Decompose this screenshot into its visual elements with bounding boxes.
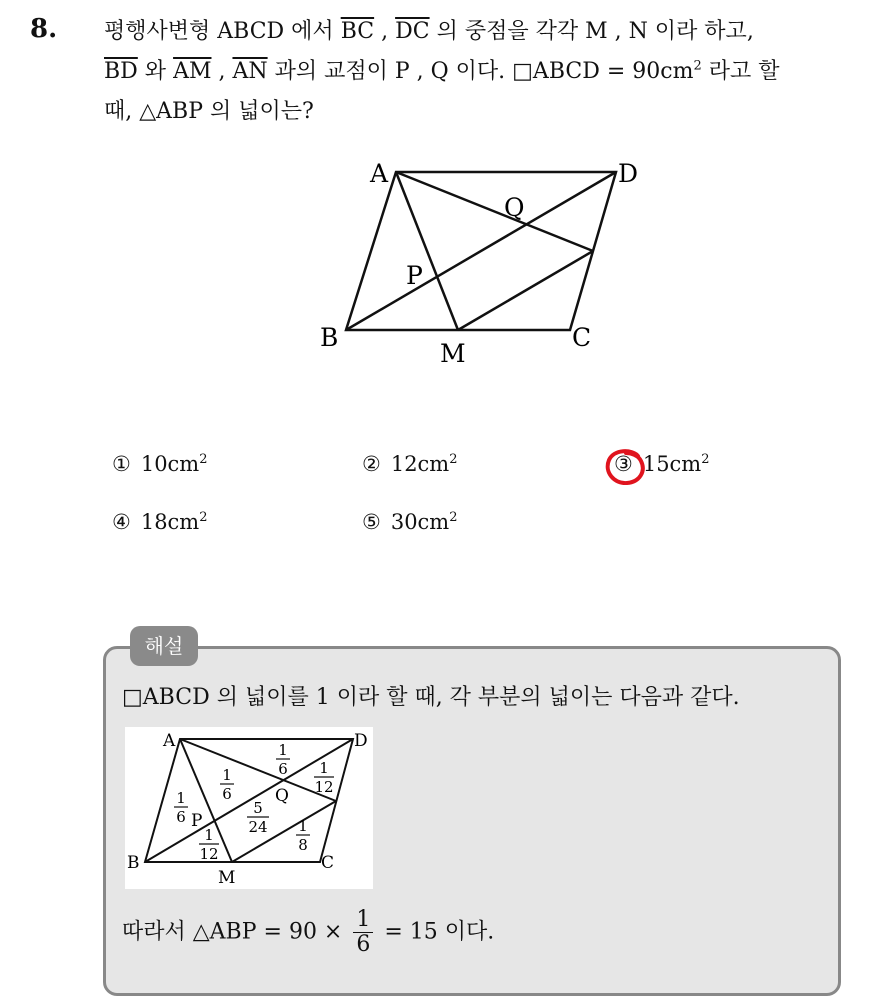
svg-text:5: 5 (253, 799, 263, 817)
fraction-mcn (296, 817, 310, 854)
svg-text:24: 24 (248, 818, 268, 836)
svg-text:8: 8 (298, 836, 308, 854)
solution-line-2 (122, 908, 494, 957)
label-m: M (440, 339, 466, 368)
svg-text:1: 1 (278, 741, 288, 759)
choice-number: ④ (112, 510, 131, 534)
choice-1[interactable] (112, 452, 208, 476)
diagonal-bd (346, 172, 616, 330)
label-b: B (320, 323, 339, 352)
choice-number: ② (362, 452, 381, 476)
choice-value: 18cm (140, 510, 200, 534)
label-q: Q (504, 193, 525, 222)
superscript: 2 (199, 452, 208, 467)
answer-circle-mark (604, 447, 648, 487)
fraction-abp (174, 789, 188, 826)
label-a: A (370, 159, 389, 188)
segment-an: $\overline{AN}$ (232, 59, 268, 84)
label-p: P (406, 261, 423, 290)
question-text-part: 라고 할 (701, 59, 780, 84)
fraction-bpm (199, 826, 219, 863)
choice-2[interactable] (362, 452, 458, 476)
superscript: 2 (693, 58, 702, 74)
fraction-pqmn (247, 799, 269, 836)
fraction-aqd (276, 741, 290, 778)
fraction-denominator: 6 (356, 932, 371, 957)
solution-segment-an (180, 739, 336, 801)
question-line-3: 때, △ABP 의 넓이는? (104, 99, 314, 124)
solution-tag: 해설 (130, 626, 198, 666)
svg-text:12: 12 (199, 845, 219, 863)
sol-label-a: A (163, 731, 176, 751)
parallelogram-figure (300, 150, 660, 380)
choice-5[interactable] (362, 510, 458, 534)
svg-text:1: 1 (298, 817, 308, 835)
fraction-dqn (314, 759, 334, 796)
segment-am: $\overline{AM}$ (173, 59, 212, 84)
superscript: 2 (449, 510, 458, 525)
solution-text-part: 따라서 △ABP = 90 × (122, 919, 350, 945)
question-text-part: 과의 교점이 P , Q 이다. □ABCD = 90cm (267, 59, 694, 84)
segment-am-line (396, 172, 458, 330)
sol-label-b: B (127, 853, 140, 873)
choice-number: ③ (614, 452, 633, 476)
label-c: C (572, 323, 592, 352)
choice-number: ⑤ (362, 510, 381, 534)
segment-an-line (396, 172, 593, 251)
svg-text:6: 6 (278, 760, 288, 778)
svg-text:1: 1 (222, 766, 232, 784)
choice-value: 30cm (390, 510, 450, 534)
svg-text:1: 1 (176, 789, 186, 807)
question-text-part: 평행사변형 ABCD 에서 (104, 19, 341, 44)
question-text-part: , (211, 59, 233, 84)
solution-text-part: = 15 이다. (377, 919, 495, 945)
label-d: D (618, 159, 639, 188)
solution-figure (125, 727, 373, 889)
choice-number: ① (112, 452, 131, 476)
fraction-apq (220, 766, 234, 803)
svg-text:6: 6 (222, 785, 232, 803)
segment-bd: $\overline{BD}$ (104, 59, 138, 84)
solution-line-1: □ABCD 의 넓이를 1 이라 할 때, 각 부분의 넓이는 다음과 같다. (122, 685, 740, 710)
svg-text:1: 1 (204, 826, 214, 844)
sol-label-c: C (321, 853, 335, 873)
fraction-one-sixth (353, 908, 373, 957)
question-text-part: 와 (137, 59, 174, 84)
question-text-part: 의 중점을 각각 M , N 이라 하고, (429, 19, 754, 44)
choice-value: 10cm (140, 452, 200, 476)
question-text-part: , (374, 19, 396, 44)
svg-text:6: 6 (176, 808, 186, 826)
sol-label-q: Q (275, 786, 289, 806)
question-line-2 (104, 52, 874, 92)
question-line-1 (104, 12, 874, 52)
sol-label-p: P (191, 811, 203, 831)
superscript: 2 (199, 510, 208, 525)
segment-dc: $\overline{DC}$ (395, 19, 430, 44)
choice-4[interactable] (112, 510, 208, 534)
superscript: 2 (449, 452, 458, 467)
choice-value: 15cm (642, 452, 702, 476)
svg-text:1: 1 (319, 759, 329, 777)
fraction-numerator: 1 (353, 908, 373, 933)
question-number: 8. (30, 14, 58, 44)
superscript: 2 (701, 452, 710, 467)
choice-value: 12cm (390, 452, 450, 476)
question-text (104, 12, 874, 132)
sol-label-d: D (354, 731, 368, 751)
sol-label-m: M (218, 868, 236, 888)
svg-text:12: 12 (314, 778, 334, 796)
segment-bc: $\overline{BC}$ (340, 19, 375, 44)
